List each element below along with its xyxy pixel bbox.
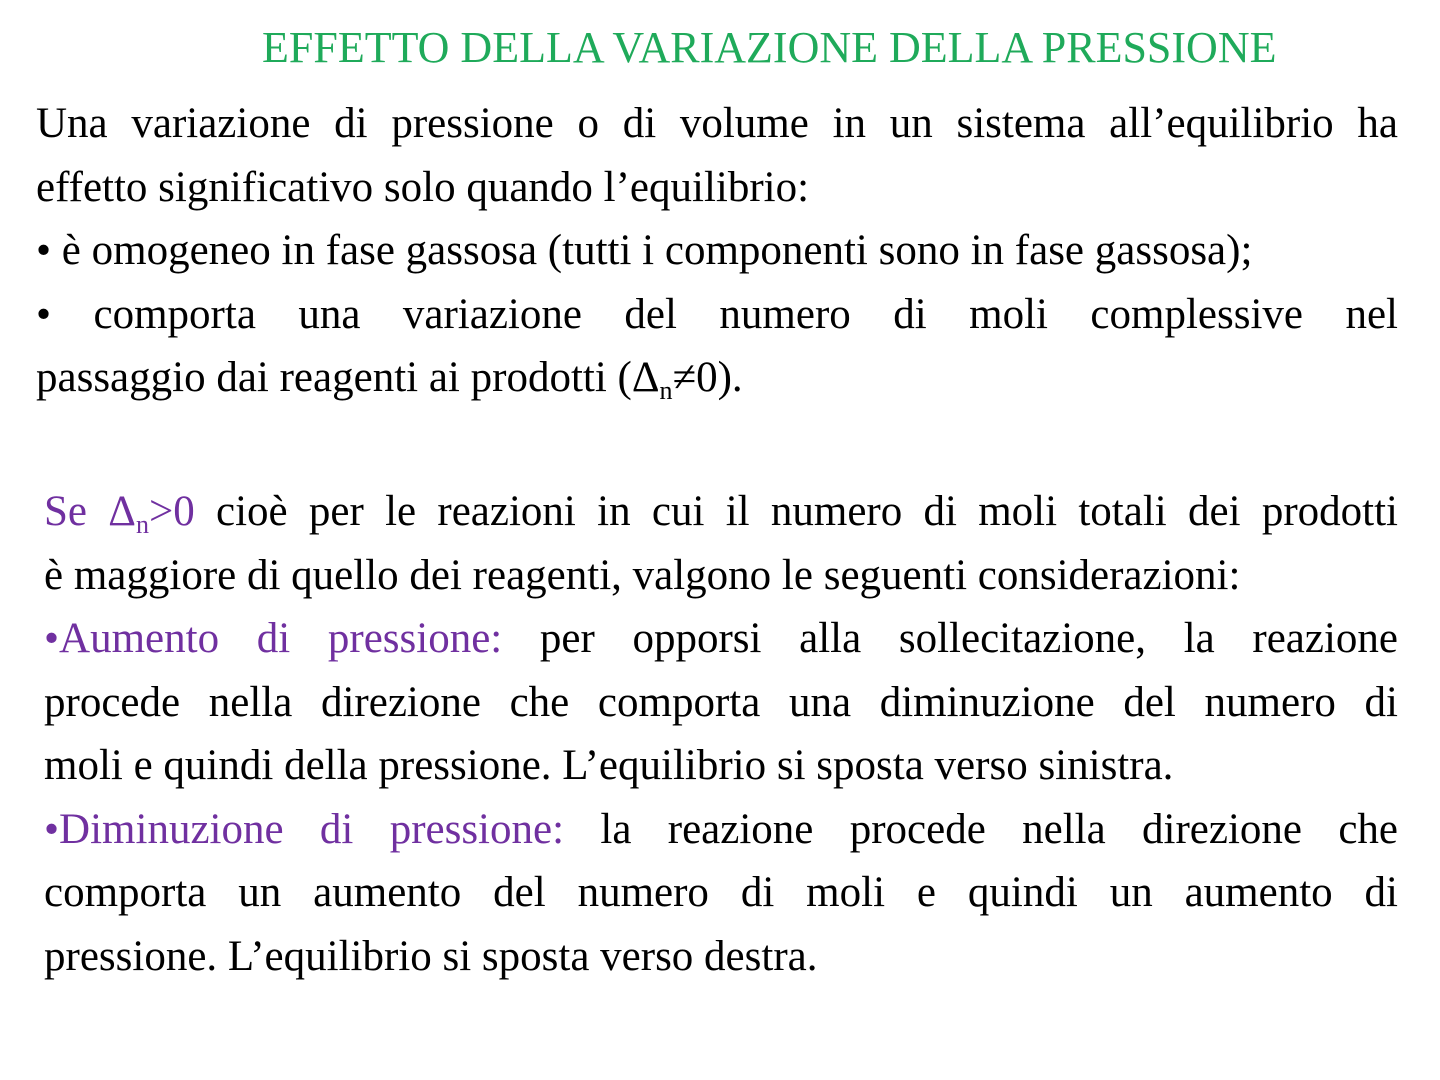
pressure-decrease-line-2: comporta un aumento del numero di moli e quindi un aumento di (44, 869, 1398, 916)
pressure-decrease-text: la reazione procede nella direzione che (564, 805, 1398, 853)
pressure-increase-line (44, 607, 1398, 671)
pressure-increase-label: •Aumento di pressione: (44, 615, 503, 662)
intro-line-5-text: passaggio dai reagenti ai prodotti (Δ (36, 354, 660, 401)
delta-positive-paragraph (44, 480, 1398, 988)
delta-subscript: n (659, 376, 673, 405)
pressure-increase-line-3: moli e quindi della pressione. L’equilibrio si sposta verso sinistra. (44, 742, 1174, 789)
pressure-increase-text: per opporsi alla sollecitazione, la reazione (502, 615, 1398, 662)
intro-line-5-end: ≠0). (672, 354, 743, 401)
intro-line-1: Una variazione di pressione o di volume in un sistema all’equilibrio ha (36, 100, 1398, 147)
bullet-moles-variation: • comporta una variazione del numero di moli complessive nel (36, 290, 1398, 338)
pressure-decrease-line-3: pressione. L’equilibrio si sposta verso destra. (44, 932, 818, 980)
intro-paragraph (36, 92, 1398, 410)
condition-label-post: >0 (148, 488, 195, 535)
condition-subscript: n (135, 510, 149, 539)
condition-line-1 (44, 480, 1398, 544)
condition-label-pre: Se Δ (44, 488, 136, 535)
intro-line-2: effetto significativo solo quando l’equilibrio: (36, 163, 810, 211)
condition-label (44, 488, 195, 539)
bullet-homogeneous-gas: • è omogeneo in fase gassosa (tutti i componenti sono in fase gassosa); (36, 227, 1253, 274)
pressure-decrease-label: •Diminuzione di pressione: (44, 805, 565, 853)
pressure-increase-line-2: procede nella direzione che comporta una diminuzione del numero di (44, 678, 1398, 726)
condition-line-1-text: cioè per le reazioni in cui il numero di moli totali dei prodotti (194, 488, 1398, 535)
slide-title: EFFETTO DELLA VARIAZIONE DELLA PRESSIONE (262, 23, 1277, 72)
condition-line-2: è maggiore di quello dei reagenti, valgono le seguenti considerazioni: (44, 551, 1241, 599)
pressure-decrease-line (44, 798, 1398, 862)
intro-line-5 (36, 346, 1398, 410)
